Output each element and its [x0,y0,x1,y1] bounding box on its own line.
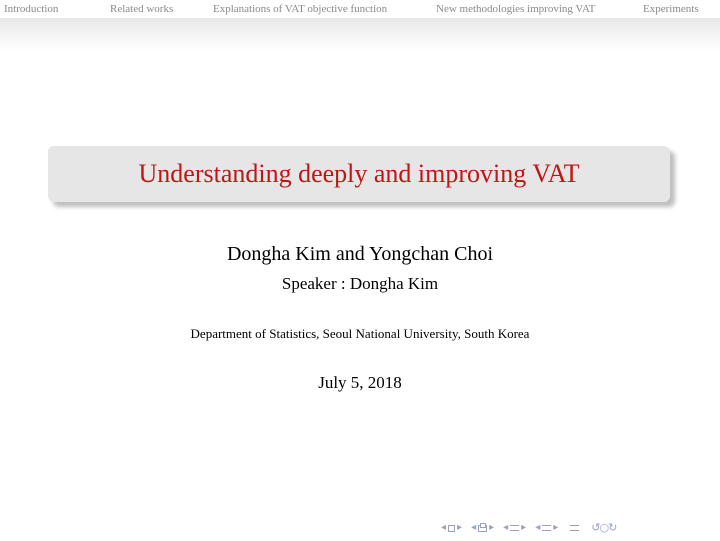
search-icon[interactable]: ↺○↻ [591,521,617,534]
arrow-left-icon[interactable]: ◂ [441,522,447,533]
arrow-right-icon[interactable]: ▸ [457,522,463,533]
headline-shadow [0,18,720,52]
section-icon[interactable] [542,525,551,531]
align-icon[interactable] [570,525,579,531]
arrow-left-icon[interactable]: ◂ [471,522,477,533]
institute: Department of Statistics, Seoul National University, South Korea [190,326,530,341]
nav-section-introduction[interactable]: Introduction [4,3,59,15]
nav-section-explanations[interactable]: Explanations of VAT objective function [213,3,388,15]
arrow-right-icon[interactable]: ▸ [553,522,559,533]
arrow-right-icon[interactable]: ▸ [489,522,495,533]
arrow-left-icon[interactable]: ◂ [535,522,541,533]
section-icon[interactable] [510,525,519,531]
speaker: Speaker : Dongha Kim [281,274,439,293]
arrow-left-icon[interactable]: ◂ [503,522,509,533]
nav-section-related-works[interactable]: Related works [110,3,174,15]
presentation-title: Understanding deeply and improving VAT [138,159,580,188]
presentation-date: July 5, 2018 [318,373,402,392]
arrow-right-icon[interactable]: ▸ [521,522,527,533]
subsection-icon[interactable] [478,525,487,532]
frame-icon[interactable] [448,525,455,532]
title-box [48,146,670,202]
beamer-navigation-controls [441,521,616,535]
nav-section-experiments[interactable]: Experiments [643,3,699,15]
headline-bar [0,0,720,18]
nav-section-new-methodologies[interactable]: New methodologies improving VAT [436,3,596,15]
authors: Dongha Kim and Yongchan Choi [226,243,494,265]
